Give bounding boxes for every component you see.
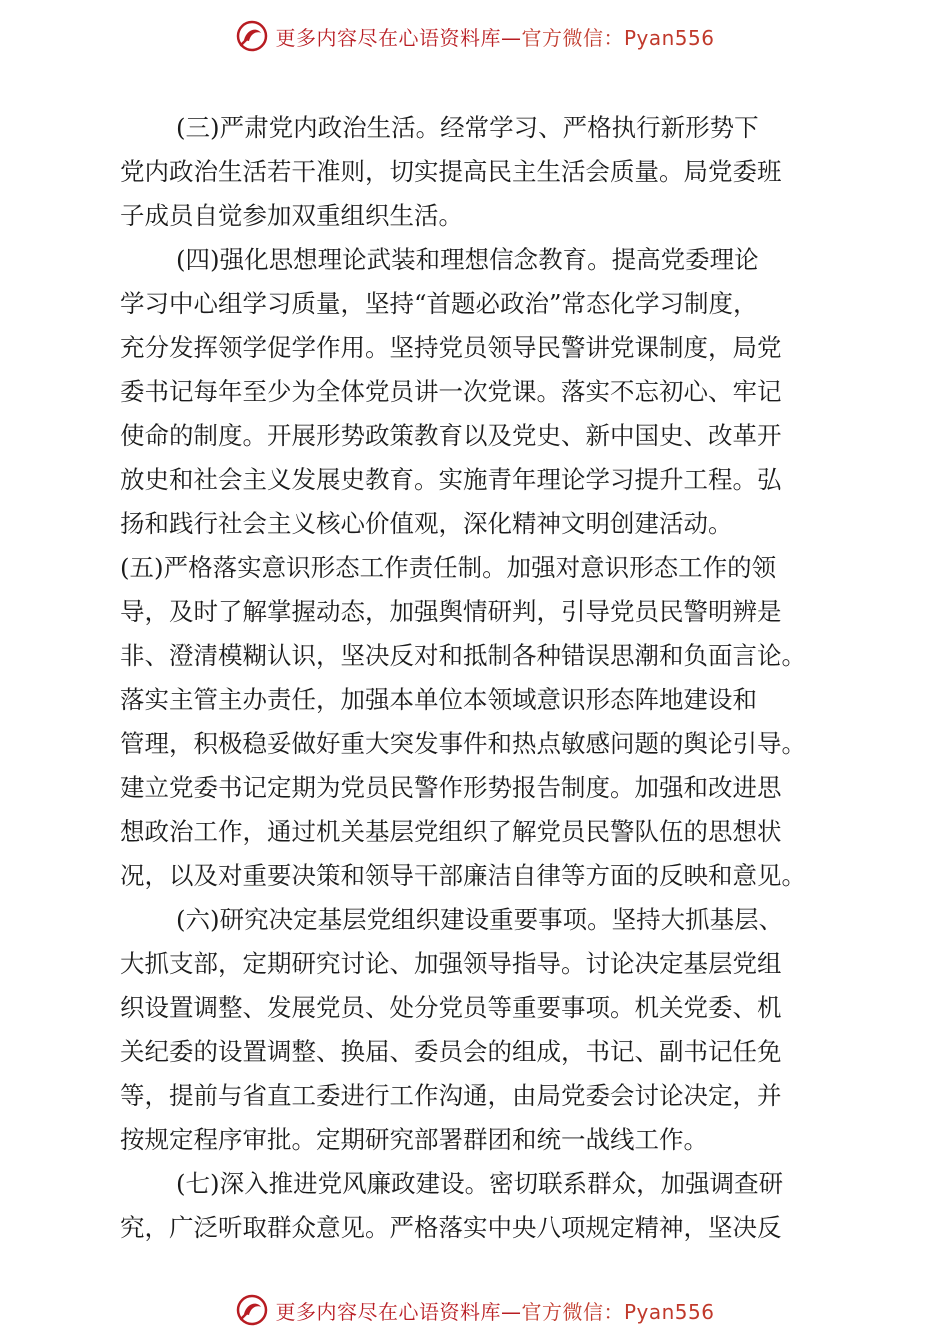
text-line: 党内政治生活若干准则，切实提高民主生活会质量。局党委班 <box>120 157 782 186</box>
text-line: 学习中心组学习质量，坚持“首题必政治”常态化学习制度， <box>120 289 758 318</box>
footer-banner-sep: — <box>500 1299 522 1324</box>
text-line: 建立党委书记定期为党员民警作形势报告制度。加强和改进思 <box>120 773 782 802</box>
text-line: (七)深入推进党风廉政建设。密切联系群众，加强调查研 <box>176 1169 784 1198</box>
text-line: 使命的制度。开展形势政策教育以及党史、新中国史、改革开 <box>120 421 782 450</box>
footer-banner-main: 更多内容尽在心语资料库 <box>275 1299 501 1324</box>
text-line: (五)严格落实意识形态工作责任制。加强对意识形态工作的领 <box>120 553 777 582</box>
text-line: 织设置调整、发展党员、处分党员等重要事项。机关党委、机 <box>120 993 782 1022</box>
text-line: 管理，积极稳妥做好重大突发事件和热点敏感问题的舆论引导。 <box>120 729 806 758</box>
header-banner-wechat: 官方微信：Pyan556 <box>521 25 715 50</box>
text-line: 况，以及对重要决策和领导干部廉洁自律等方面的反映和意见。 <box>120 861 806 890</box>
header-banner <box>0 14 950 58</box>
text-line: 等，提前与省直工委进行工作沟通，由局党委会讨论决定，并 <box>120 1081 782 1110</box>
text-line: 非、澄清模糊认识，坚决反对和抵制各种错误思潮和负面言论。 <box>120 641 806 670</box>
logo-icon <box>235 19 269 53</box>
text-line: 想政治工作，通过机关基层党组织了解党员民警队伍的思想状 <box>120 817 782 846</box>
header-banner-main: 更多内容尽在心语资料库 <box>275 25 501 50</box>
text-line: 放史和社会主义发展史教育。实施青年理论学习提升工程。弘 <box>120 465 782 494</box>
text-line: 导，及时了解掌握动态，加强舆情研判，引导党员民警明辨是 <box>120 597 782 626</box>
text-line: 子成员自觉参加双重组织生活。 <box>120 201 463 230</box>
footer-banner-text <box>275 1296 714 1325</box>
text-line: 落实主管主办责任，加强本单位本领域意识形态阵地建设和 <box>120 685 757 714</box>
footer-banner <box>0 1288 950 1332</box>
document-body <box>120 106 840 1250</box>
text-line: (四)强化思想理论武装和理想信念教育。提高党委理论 <box>176 245 759 274</box>
footer-banner-wechat: 官方微信：Pyan556 <box>521 1299 715 1324</box>
text-line: 委书记每年至少为全体党员讲一次党课。落实不忘初心、牢记 <box>120 377 782 406</box>
text-line: 充分发挥领学促学作用。坚持党员领导民警讲党课制度，局党 <box>120 333 782 362</box>
text-line: 按规定程序审批。定期研究部署群团和统一战线工作。 <box>120 1125 708 1154</box>
text-line: 扬和践行社会主义核心价值观，深化精神文明创建活动。 <box>120 509 733 538</box>
text-line: 关纪委的设置调整、换届、委员会的组成，书记、副书记任免 <box>120 1037 782 1066</box>
text-line: (六)研究决定基层党组织建设重要事项。坚持大抓基层、 <box>176 905 784 934</box>
logo-icon <box>235 1293 269 1327</box>
text-line: (三)严肃党内政治生活。经常学习、严格执行新形势下 <box>176 113 759 142</box>
text-line: 究，广泛听取群众意见。严格落实中央八项规定精神，坚决反 <box>120 1213 782 1242</box>
text-line: 大抓支部，定期研究讨论、加强领导指导。讨论决定基层党组 <box>120 949 782 978</box>
header-banner-text <box>275 22 714 51</box>
header-banner-sep: — <box>500 25 522 50</box>
